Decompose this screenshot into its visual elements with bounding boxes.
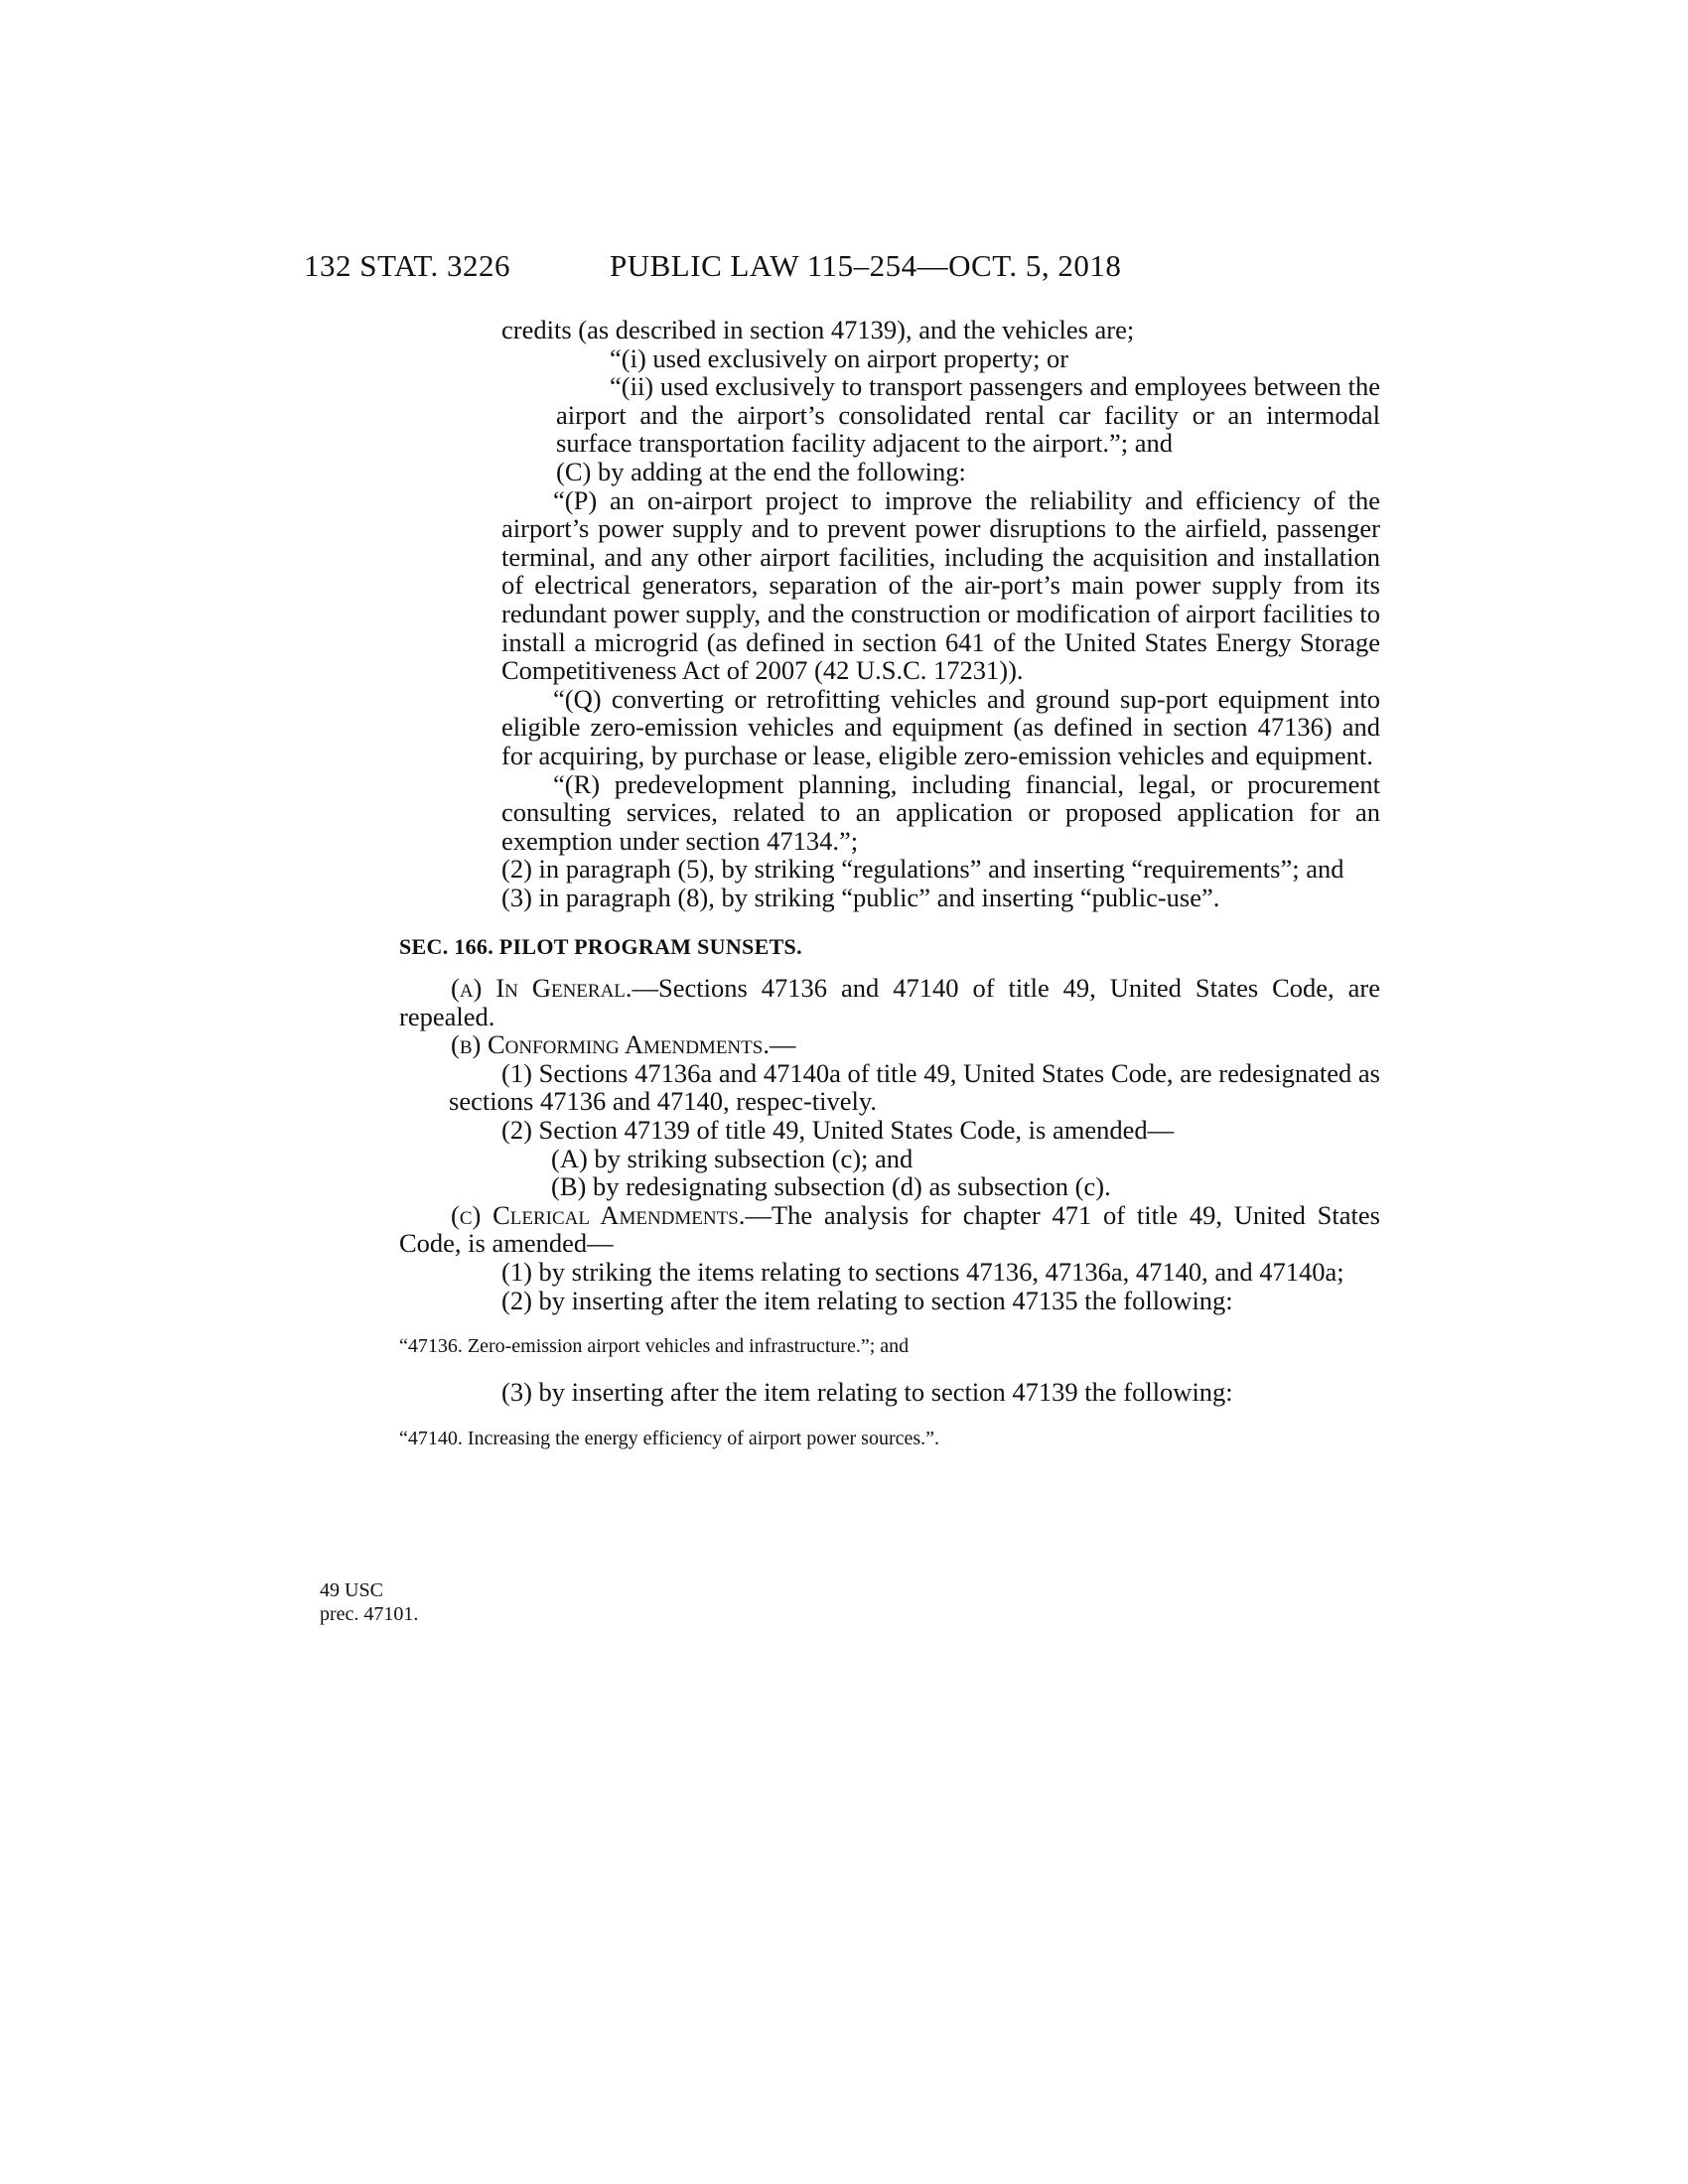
running-header-title: PUBLIC LAW 115–254—OCT. 5, 2018	[610, 248, 1122, 283]
paragraph-b2: (2) Section 47139 of title 49, United States Code, is amended—	[501, 1115, 1175, 1146]
paragraph-c2: (2) by inserting after the item relating to section 47135 the following:	[501, 1285, 1233, 1315]
section-heading: SEC. 166. PILOT PROGRAM SUNSETS.	[399, 934, 802, 960]
subsection-c-text: —The analysis for chapter 471 of title 49, United States Code, is amended—	[399, 1199, 1380, 1259]
paragraph: “(R) predevelopment planning, including financial, legal, or procurement consulting services, related to an application or proposed application for an exemption under section 47134.”;	[501, 768, 1380, 856]
quoted-item: “47140. Increasing the energy efficiency of airport power sources.”.	[399, 1427, 940, 1449]
subsection-b	[399, 1030, 1380, 1059]
paragraph: “(Q) converting or retrofitting vehicles and ground sup-port equipment into eligible zero-emission vehicles and equipment (as defined in section 47136) and for acquiring, by purchase or lease, eligible zero-emission vehicles and equipment.	[501, 683, 1380, 770]
paragraph: “(P) an on-airport project to improve the reliability and efficiency of the airport’s power supply and to prevent power disruptions to the airfield, passenger terminal, and any other airport facilities, including the acquisition and installation of electrical generators, separation of the air-port’s main power supply from its redundant power supply, and the construction or modification of airport facilities to install a microgrid (as defined in section 641 of the United States Energy Storage Competitiveness Act of 2007 (42 U.S.C. 17231)).	[501, 484, 1380, 686]
subparagraph-b2a: (A) by striking subsection (c); and	[551, 1143, 914, 1173]
paragraph: (C) by adding at the end the following:	[556, 456, 966, 486]
subsection-b-label: (b) Conforming Amendments.	[451, 1029, 770, 1060]
statute-page-number: 132 STAT. 3226	[304, 248, 511, 283]
paragraph-c3: (3) by inserting after the item relating to section 47139 the following:	[501, 1377, 1233, 1408]
quoted-item: “47136. Zero-emission airport vehicles and infrastructure.”; and	[399, 1335, 910, 1358]
paragraph: “(ii) used exclusively to transport passengers and employees between the airport and the airport’s consolidated rental car facility or an intermodal surface transportation facility adjacent to the airport.”; and	[556, 371, 1380, 459]
subsection-c	[399, 1201, 1380, 1258]
paragraph: credits (as described in section 47139), and the vehicles are;	[501, 315, 1135, 344]
subparagraph-b2b: (B) by redesignating subsection (d) as subsection (c).	[551, 1171, 1111, 1202]
margin-citation-line: 49 USC	[320, 1579, 383, 1601]
margin-citation	[320, 1578, 418, 1626]
subsection-a-label: (a) In General.	[451, 973, 633, 1004]
subsection-c-label: (c) Clerical Amendments.	[451, 1199, 746, 1230]
margin-citation-line: prec. 47101.	[320, 1603, 419, 1625]
subsection-a	[399, 974, 1380, 1030]
page-body	[399, 315, 1380, 1470]
paragraph: “(i) used exclusively on airport property; or	[610, 342, 1069, 373]
paragraph-b1: (1) Sections 47136a and 47140a of title 49, United States Code, are redesignated as sections 47136 and 47140, respec-tively.	[449, 1057, 1380, 1117]
paragraph: (2) in paragraph (5), by striking “regulations” and inserting “requirements”; and	[501, 854, 1344, 885]
subsection-a-text: —Sections 47136 and 47140 of title 49, United States Code, are repealed.	[399, 973, 1380, 1031]
paragraph: (3) in paragraph (8), by striking “public” and inserting “public-use”.	[501, 882, 1220, 912]
paragraph-c1: (1) by striking the items relating to sections 47136, 47136a, 47140, and 47140a;	[501, 1257, 1344, 1287]
subsection-b-text: —	[769, 1029, 796, 1060]
